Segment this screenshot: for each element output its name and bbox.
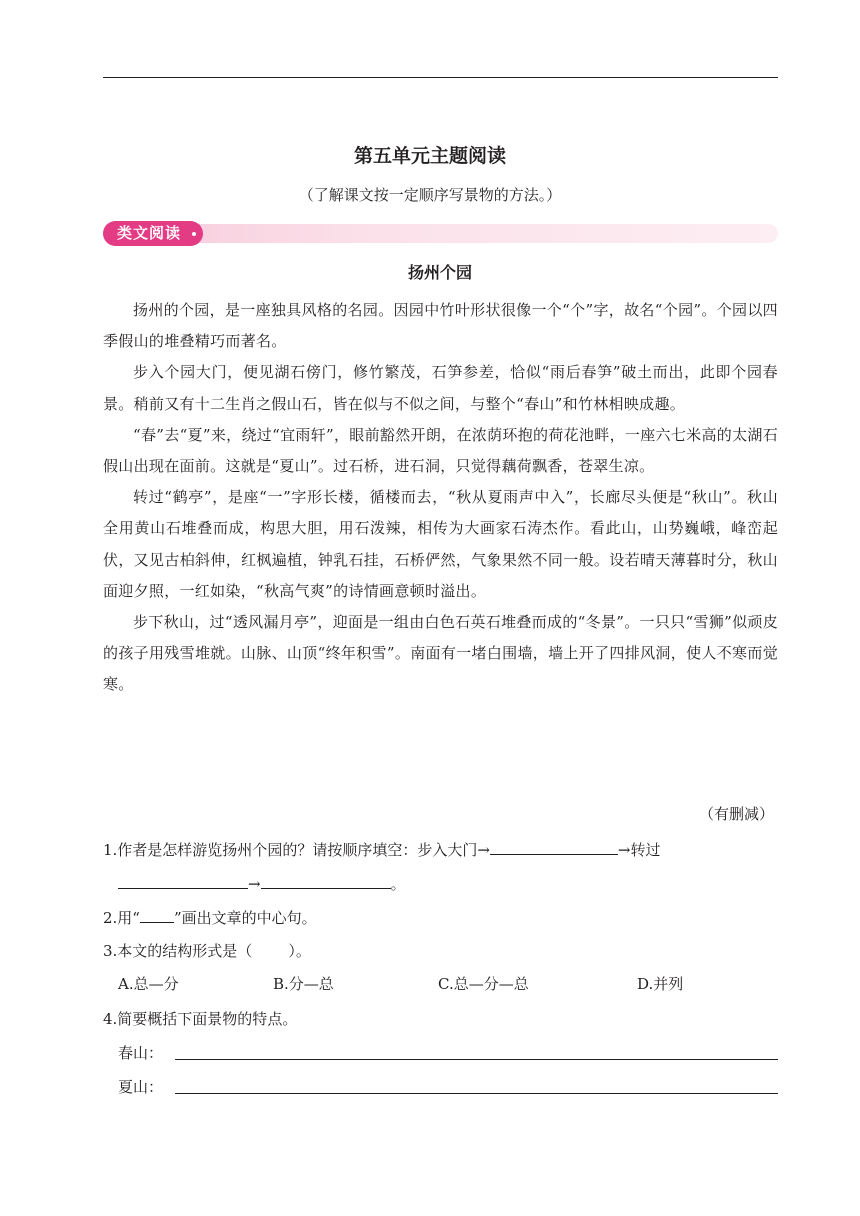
option-d[interactable]: D.并列 <box>637 975 684 993</box>
answer-line-summer[interactable] <box>175 1093 778 1094</box>
question-3-pre: 3.本文的结构形式是（ <box>103 942 253 960</box>
option-a[interactable]: A.总—分 <box>118 975 179 993</box>
question-1-text: 1.作者是怎样游览扬州个园的？请按顺序填空：步入大门→ <box>103 841 490 859</box>
section-tag <box>103 221 203 246</box>
answer-blank[interactable] <box>490 840 618 855</box>
question-3-post: ）。 <box>288 942 311 960</box>
article-paragraph: “春”去“夏”来，绕过“宜雨轩”，眼前豁然开朗，在浓荫环抱的荷花池畔，一座六七米高的太湖石假山出现在面前。这就是“夏山”。过石桥，进石洞，只觉得藕荷飘香，苍翠生凉。 <box>103 425 778 476</box>
section-tag-label: 类文阅读 <box>117 224 182 242</box>
answer-blank[interactable] <box>118 874 248 889</box>
section-band <box>103 224 778 243</box>
article-paragraph: 步下秋山，过“透风漏月亭”，迎面是一组由白色石英石堆叠而成的“冬景”。一只只“雪狮”似顽皮的孩子用残雪堆就。山脉、山顶“终年积雪”。南面有一堵白围墙，墙上开了四排风洞，使人不寒而觉寒。 <box>103 613 778 694</box>
question-2-post: ”画出文章的中心句。 <box>173 909 317 927</box>
question-1-cont <box>118 872 406 896</box>
article-paragraph: 扬州的个园，是一座独具风格的名园。因园中竹叶形状很像一个“个”字，故名“个园”。个园以四季假山的堆叠精巧而著名。 <box>103 301 778 351</box>
question-1-end: 。 <box>390 875 406 893</box>
question-4-item-spring: 春山： <box>118 1044 164 1062</box>
article-body <box>103 295 778 701</box>
page-subtitle: （了解课文按一定顺序写景物的方法。） <box>298 186 562 204</box>
answer-line-spring[interactable] <box>175 1059 778 1060</box>
page-title: 第五单元主题阅读 <box>353 145 506 167</box>
source-note: （有删减） <box>698 805 774 823</box>
question-3 <box>103 939 311 963</box>
header-rule <box>103 77 778 78</box>
option-c[interactable]: C.总—分—总 <box>438 975 529 993</box>
question-1-arrow: → <box>248 875 261 893</box>
tag-dot-icon <box>192 232 196 236</box>
answer-blank[interactable] <box>261 874 391 889</box>
question-1-mid: →转过 <box>617 841 661 859</box>
article-paragraph: 转过“鹤亭”，是座“一”字形长楼，循楼而去，“秋从夏雨声中入”，长廊尽头便是“秋山”。秋山全用黄山石堆叠而成，构思大胆，用石泼辣，相传为大画家石涛杰作。看此山，山势巍峨，峰峦起伏，又见古柏斜伸，红枫遍植，钟乳石挂，石桥俨然，气象果然不同一般。设若晴天薄暮时分，秋山面迎夕照，一红如染，“秋高气爽”的诗情画意顿时溢出。 <box>103 488 778 600</box>
question-4: 4.简要概括下面景物的特点。 <box>103 1010 298 1028</box>
option-b[interactable]: B.分—总 <box>273 975 334 993</box>
question-2 <box>103 906 317 930</box>
article-title: 扬州个园 <box>407 263 472 282</box>
question-1 <box>103 838 660 862</box>
article-paragraph: 步入个园大门，便见湖石傍门，修竹繁茂，石笋参差，恰似“雨后春笋”破土而出，此即个园春景。稍前又有十二生肖之假山石，皆在似与不似之间，与整个“春山”和竹林相映成趣。 <box>103 363 778 413</box>
question-4-item-summer: 夏山： <box>118 1078 164 1096</box>
underline-mark-icon <box>140 908 174 923</box>
question-2-pre: 2.用“ <box>103 909 140 927</box>
